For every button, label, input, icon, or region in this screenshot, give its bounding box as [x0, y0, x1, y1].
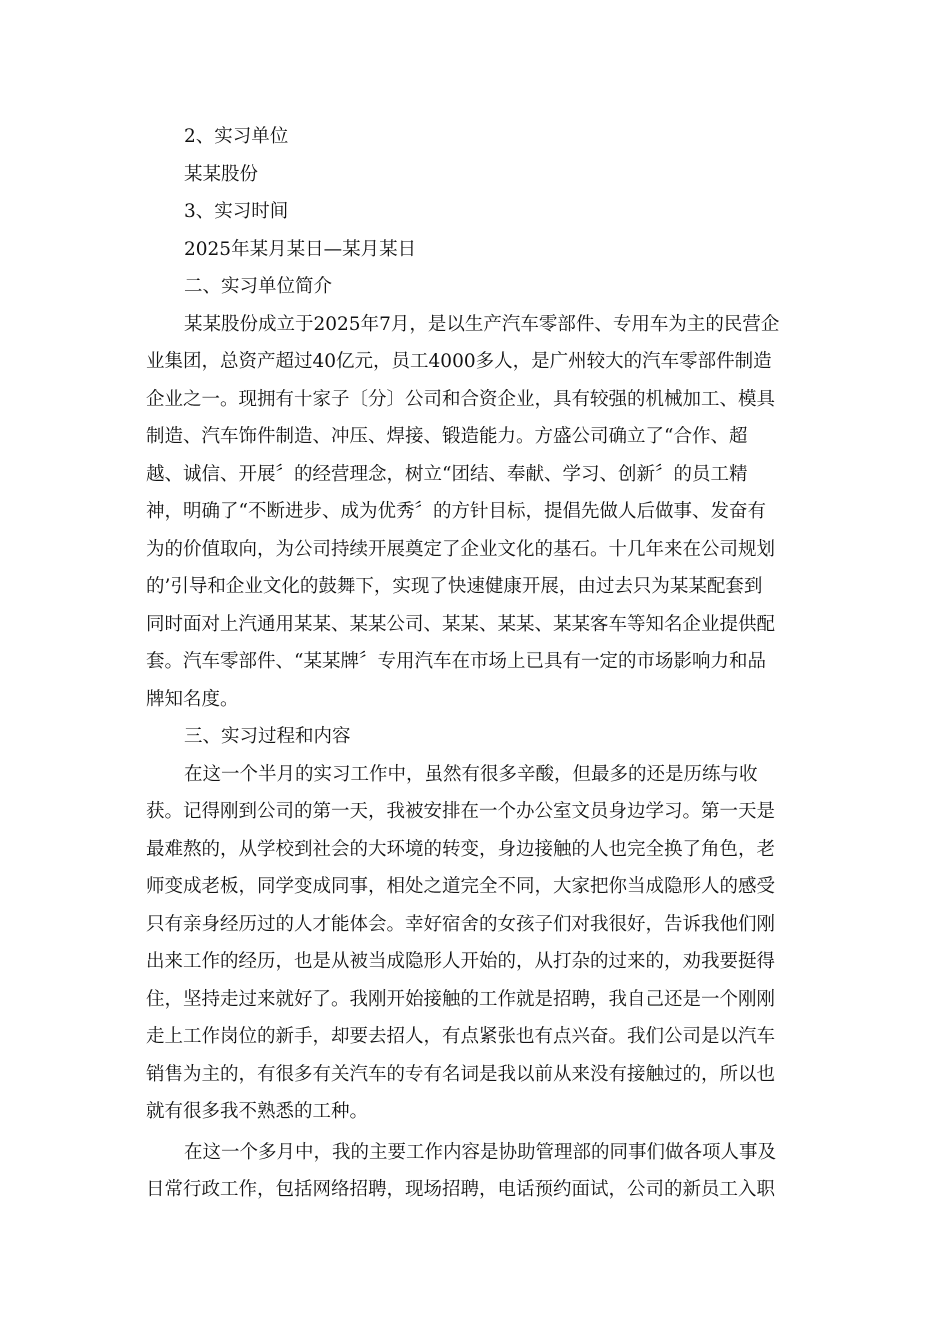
paragraph-line: 销售为主的，有很多有关汽车的专有名词是我以前从来没有接触过的，所以也 [146, 1063, 776, 1085]
paragraph-internship-process [146, 756, 804, 1131]
paragraph-line: 牌知名度。 [146, 688, 239, 710]
item-internship-time-label: 3、实习时间 [184, 201, 289, 222]
paragraph-line: 神，明确了“不断进步、成为优秀〞的方针目标，提倡先做人后做事、发奋有 [146, 501, 766, 522]
paragraph-line: 某某股份成立于2025年7月，是以生产汽车零部件、专用车为主的民营企 [184, 313, 780, 335]
paragraph-line: 为的价值取向，为公司持续开展奠定了企业文化的基石。十几年来在公司规划 [146, 538, 776, 560]
paragraph-line: 师变成老板，同学变成同事，相处之道完全不同，大家把你当成隐形人的感受 [146, 876, 776, 897]
paragraph-line: 越、诚信、开展〞的经营理念，树立“团结、奉献、学习、创新〞的员工精 [146, 463, 748, 485]
item-internship-unit-value: 某某股份 [184, 163, 259, 185]
heading-internship-process: 三、实习过程和内容 [184, 726, 351, 747]
paragraph-line: 住，坚持走过来就好了。我刚开始接触的工作就是招聘，我自己还是一个刚刚 [146, 988, 776, 1010]
paragraph-line: 只有亲身经历过的人才能体会。幸好宿舍的女孩子们对我很好，告诉我他们刚 [146, 913, 776, 935]
paragraph-work-content [146, 1134, 804, 1209]
paragraph-line: 制造、汽车饰件制造、冲压、焊接、锻造能力。方盛公司确立了“合作、超 [146, 426, 748, 447]
paragraph-line: 同时面对上汽通用某某、某某公司、某某、某某、某某客车等知名企业提供配 [146, 613, 776, 635]
paragraph-line: 企业之一。现拥有十家子〔分〕公司和合资企业，具有较强的机械加工、模具 [146, 388, 776, 410]
paragraph-line: 在这一个多月中，我的主要工作内容是协助管理部的同事们做各项人事及 [184, 1141, 777, 1163]
paragraph-company-intro [146, 306, 804, 719]
paragraph-line: 在这一个半月的实习工作中，虽然有很多辛酸，但最多的还是历练与收 [184, 763, 758, 785]
heading-company-intro: 二、实习单位简介 [184, 276, 333, 297]
paragraph-line: 获。记得刚到公司的第一天，我被安排在一个办公室文员身边学习。第一天是 [146, 801, 776, 822]
paragraph-line: 最难熬的，从学校到社会的大环境的转变，身边接触的人也完全换了角色，老 [146, 838, 776, 860]
paragraph-line: 的’引导和企业文化的鼓舞下，实现了快速健康开展，由过去只为某某配套到 [146, 576, 763, 597]
paragraph-line: 就有很多我不熟悉的工种。 [146, 1101, 369, 1122]
paragraph-line: 业集团，总资产超过40亿元，员工4000多人，是广州较大的汽车零部件制造 [146, 351, 772, 372]
paragraph-line: 套。汽车零部件、“某某牌〞专用汽车在市场上已具有一定的市场影响力和品 [146, 651, 766, 672]
paragraph-line: 出来工作的经历，也是从被当成隐形人开始的，从打杂的过来的，劝我要挺得 [146, 951, 776, 972]
item-internship-time-value: 2025年某月某日—某月某日 [184, 238, 417, 260]
item-internship-unit-label: 2、实习单位 [184, 126, 289, 147]
paragraph-line: 走上工作岗位的新手，却要去招人，有点紧张也有点兴奋。我们公司是以汽车 [146, 1026, 776, 1047]
paragraph-line: 日常行政工作，包括网络招聘，现场招聘，电话预约面试，公司的新员工入职 [146, 1179, 776, 1200]
document-body [146, 118, 804, 1209]
